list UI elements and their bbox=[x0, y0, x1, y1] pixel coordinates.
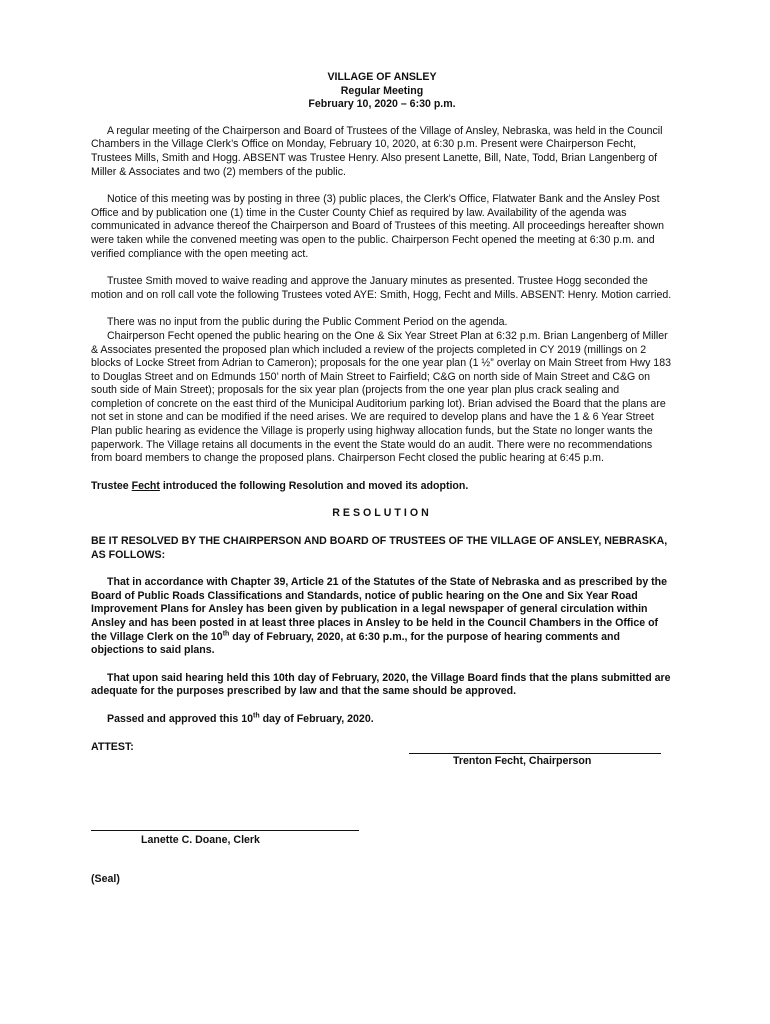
meeting-type-heading: Regular Meeting bbox=[340, 84, 424, 97]
passed-approved-line bbox=[91, 713, 673, 727]
resolution-title: RESOLUTION bbox=[332, 507, 432, 520]
resolution-clause-1 bbox=[91, 576, 673, 658]
signature-block bbox=[91, 741, 673, 851]
clause-1-text-cont: day of February, 2020, at 6:30 p.m., for the purpose of hearing comments and objections to said plans. bbox=[91, 630, 620, 657]
notice-paragraph: Notice of this meeting was by posting in three (3) public places, the Clerk’s Office, Flatwater Bank and the Ansley Post Office and by publication one (1) time in the Custer County Chief as required by law. Availability of the agenda was communicated in advance thereof the Chairperson and Board of Trustees of this meeting. All proceedings hereafter shown were taken while the convened meeting was open to the public. Chairperson Fecht opened the meeting at 6:30 p.m. and verified compliance with the open meeting act. bbox=[91, 193, 664, 260]
resolution-preamble: BE IT RESOLVED BY THE CHAIRPERSON AND BOARD OF TRUSTEES OF THE VILLAGE OF ANSLEY, NEBRASKA, AS FOLLOWS: bbox=[91, 535, 668, 561]
intro-trustee-name: Fecht bbox=[131, 479, 160, 492]
intro-suffix: introduced the following Resolution and moved its adoption. bbox=[159, 479, 469, 492]
passed-text: Passed and approved this 10 bbox=[107, 712, 254, 725]
public-hearing-paragraph: Chairperson Fecht opened the public hearing on the One & Six Year Street Plan at 6:32 p.m. Brian Langenberg of Miller & Associates presented the proposed plan which included a review of the projects completed in CY 2019 (millings on 2 blocks of Locke Street from Adrian to Cameron); proposals for the one year plan (1 ½” overlay on Main Street from Hwy 183 to Douglas Street and on Edmunds 150’ north of Main Street to Fairfield; C&G on north side of Main Street and C&G on south side of Main Street); proposals for the six year plan (projects from the one year plan plus crack sealing and completion of concrete on the east third of the Municipal Auditorium parking lot). Brian advised the Board that the plans are not set in stone and can be modified if the need arises. We are required to develop plans and have the 1 & 6 Year Street Plan public hearing as evidence the Village is properly using highway allocation funds, but the State no longer wants the paperwork. The Village retains all documents in the event the State would do an audit. There were no recommendations from board members to change the proposed plans. Chairperson Fecht closed the public hearing at 6:45 p.m. bbox=[91, 329, 671, 465]
clerk-signature-line bbox=[91, 830, 359, 831]
clause-1-ordinal: th bbox=[222, 630, 230, 638]
meeting-date-heading: February 10, 2020 – 6:30 p.m. bbox=[308, 98, 456, 111]
minutes-approval-paragraph: Trustee Smith moved to waive reading and approve the January minutes as presented. Trustee Hogg seconded the motion and on roll call vote the following Trustees voted AYE: Smith, Hogg, Fecht and Mills. ABSENT: Henry. Motion carried. bbox=[91, 275, 672, 301]
meeting-minutes-document bbox=[91, 71, 673, 886]
resolution-clause-2: That upon said hearing held this 10th day of February, 2020, the Village Board finds that the plans submitted are adequate for the purposes prescribed by law and that the same should be approved. bbox=[91, 671, 671, 698]
clause-1-text: That in accordance with Chapter 39, Article 21 of the Statutes of the State of Nebraska and as prescribed by the Board of Public Roads Classifications and Standards, notice of public hearing on the One and Six Year Road Improvement Plans for Ansley has been given by publication in a legal newspaper of general circulation within Ansley and has been posted in at least three places in Ansley to be held in the Council Chambers in the Office of the Village Clerk on the 10 bbox=[91, 576, 668, 643]
attest-label: ATTEST: bbox=[91, 740, 134, 753]
resolution-intro bbox=[91, 480, 673, 494]
clerk-name: Lanette C. Doane, Clerk bbox=[141, 833, 260, 846]
passed-text-cont: day of February, 2020. bbox=[259, 712, 374, 725]
village-heading: VILLAGE OF ANSLEY bbox=[327, 71, 437, 83]
opening-paragraph: A regular meeting of the Chairperson and Board of Trustees of the Village of Ansley, Nebraska, was held in the Council Chambers in the Village Clerk’s Office on Monday, February 10, 2020, at 6:30 p.m. Present were Chairperson Fecht, Trustees Mills, Smith and Hogg. ABSENT was Trustee Henry. Also present Lanette, Bill, Nate, Todd, Brian Langenberg of Miller & Associates and two (2) members of the public. bbox=[91, 124, 663, 178]
public-comment-paragraph: There was no input from the public during the Public Comment Period on the agenda. bbox=[107, 316, 508, 329]
passed-ordinal: th bbox=[253, 712, 260, 720]
seal-label: (Seal) bbox=[91, 872, 120, 885]
chairperson-signature-line bbox=[409, 753, 661, 754]
chairperson-name: Trenton Fecht, Chairperson bbox=[453, 754, 592, 767]
intro-prefix: Trustee bbox=[91, 479, 132, 492]
